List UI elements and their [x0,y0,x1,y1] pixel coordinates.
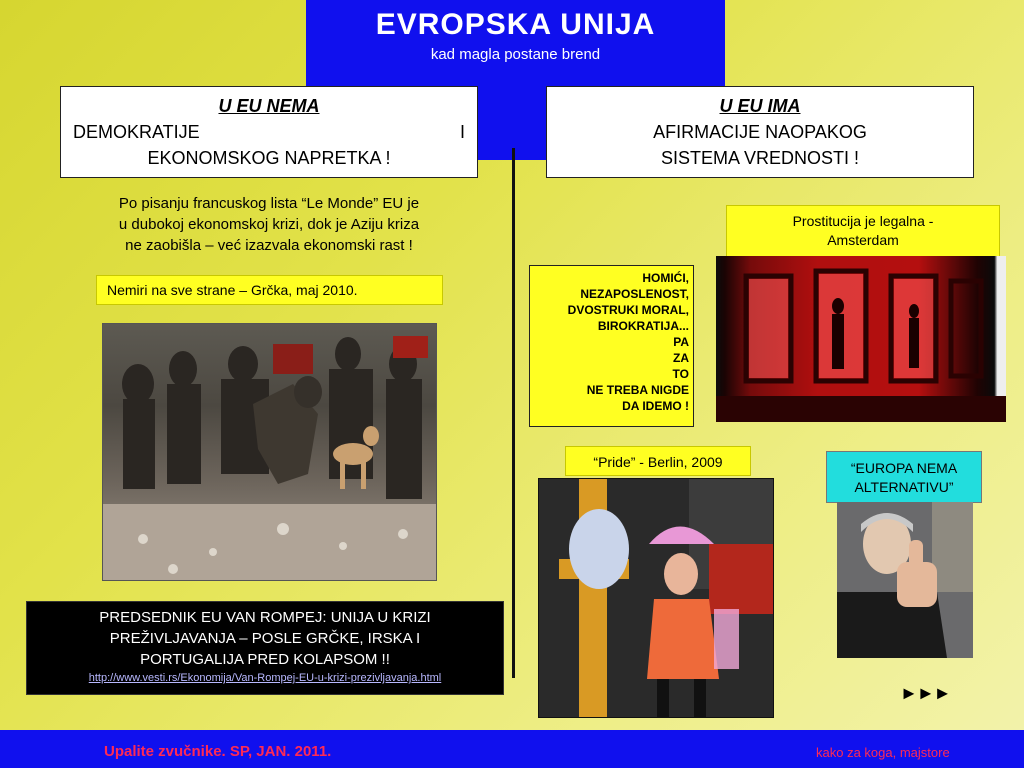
le-monde-line1: Po pisanju francuskog lista “Le Monde” EU je [118,195,420,212]
europa-caption-line1: “EUROPA NEMA [850,460,958,476]
vertical-divider [512,148,515,678]
problems-line: NE TREBA NIGDE [586,383,689,397]
rompej-line1: PREDSEDNIK EU VAN ROMPEJ: UNIJA U KRIZI [99,609,431,626]
problems-line: DVOSTRUKI MORAL, [567,303,689,317]
amsterdam-photo [716,256,1006,422]
rompej-line2: PREŽIVLJAVANJA – POSLE GRČKE, IRSKA I [109,630,421,647]
europa-caption-line2: ALTERNATIVU” [854,479,954,495]
problems-line: DA IDEMO ! [622,399,689,413]
amsterdam-caption-line1: Prostitucija je legalna - [792,213,934,229]
amsterdam-caption [726,205,1000,257]
thumbs-up-photo [837,502,973,658]
rompej-quote-box [26,601,504,695]
riot-photo-illustration [103,324,437,581]
le-monde-paragraph [78,193,460,256]
footer-left-text: Upalite zvučnike. SP, JAN. 2011. [104,743,332,760]
slide-subtitle: kad magla postane brend [430,46,601,63]
eu-lacks-line1-right: I [459,122,465,142]
riot-caption: Nemiri na sve strane – Grčka, maj 2010. [96,275,443,305]
problems-list-box [529,265,694,427]
pride-caption: “Pride” - Berlin, 2009 [565,446,751,476]
slide-title: EVROPSKA UNIJA [375,8,656,41]
amsterdam-photo-illustration [716,256,1006,422]
europa-caption [826,451,982,503]
eu-has-box [546,86,974,178]
riot-photo [102,323,437,581]
rompej-line3: PORTUGALIJA PRED KOLAPSOM !! [140,651,390,668]
problems-line: PA [673,335,689,349]
eu-has-heading: U EU IMA [719,96,801,116]
footer-right-text: kako za koga, majstore [816,745,950,760]
problems-line: BIROKRATIJA... [597,319,689,333]
eu-lacks-line1 [61,119,477,145]
problems-line: TO [672,367,689,381]
problems-line: HOMIĆI, [642,271,689,285]
eu-lacks-box [60,86,478,178]
thumbs-up-photo-illustration [837,502,973,658]
problems-line: NEZAPOSLENOST, [580,287,689,301]
problems-line: ZA [673,351,689,365]
eu-lacks-line2: EKONOMSKOG NAPRETKA ! [147,148,391,168]
le-monde-line2: u dubokoj ekonomskoj krizi, dok je Aziju kriza [118,216,420,233]
eu-lacks-line1-left: DEMOKRATIJE [73,122,200,142]
pride-photo-illustration [539,479,774,718]
eu-has-line2: SISTEMA VREDNOSTI ! [660,148,860,168]
eu-has-line1: AFIRMACIJE NAOPAKOG [653,122,867,142]
amsterdam-caption-line2: Amsterdam [827,232,899,248]
le-monde-line3: ne zaobišla – već izazvala ekonomski rast ! [125,237,413,254]
next-arrows-icon[interactable]: ►►► [900,683,951,703]
pride-photo [538,478,774,718]
eu-lacks-heading: U EU NEMA [218,96,320,116]
rompej-source-link[interactable]: http://www.vesti.rs/Ekonomija/Van-Rompej-EU-u-krizi-prezivljavanja.html [88,672,442,684]
